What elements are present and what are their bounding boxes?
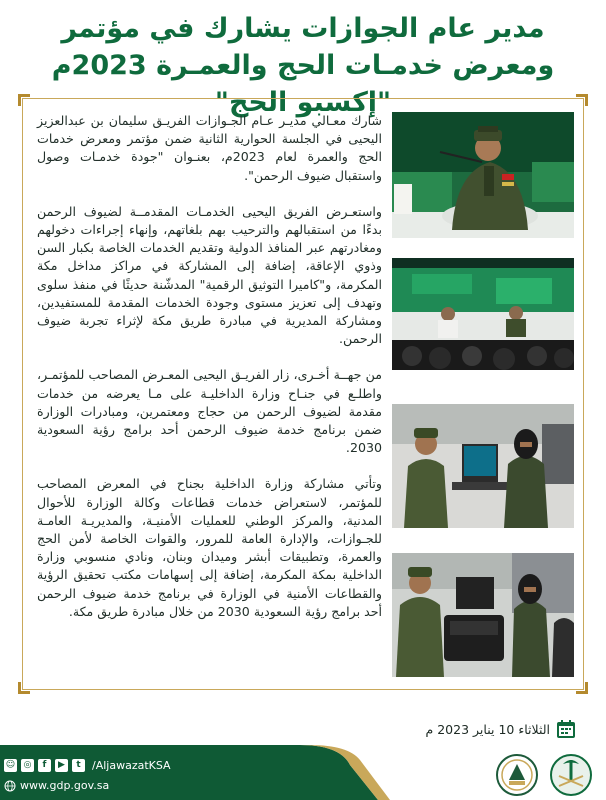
social-handle[interactable]: /AljawazatKSA [92,758,171,772]
ministry-emblem-logo [546,752,596,798]
page-title: مدير عام الجوازات يشارك في مؤتمر ومعرض خدمـات الحج والعمـرة 2023م "إكسبو الحج" [51,13,555,118]
instagram-icon[interactable]: ◎ [21,759,34,772]
photo-exhibition-booth [392,404,574,528]
passports-logo [494,752,540,798]
globe-icon [4,780,16,792]
article-paragraph-1: شارك معـالي مديـر عـام الجـوازات الفريـق سليمان بن عبدالعزيز اليحيى في الجلسة الحوارية الثانية ضمن مؤتمر ومعرض خدمات الحج والعمرة لعام 2023م، بعنـوان "جودة خدمـات وصول واستقبال ضيوف الرحمن". [37,113,382,183]
post-date: الثلاثاء 10 يناير 2023 م [425,721,550,737]
youtube-icon[interactable]: ▶ [55,759,68,772]
facebook-icon[interactable]: f [38,759,51,772]
frame-corner-bottom-right [576,682,588,694]
photo-panel-session [392,258,574,370]
frame-corner-bottom-left [18,682,30,694]
social-links [4,757,171,773]
article-paragraph-2: واستعـرض الفريق اليحيى الخدمـات المقدمــة لضيوف الرحمن بدءًا من استقبالهم والترحيب بهم بلغاتهم، وإنهاء إجراءات دخولهم ومغادرتهم عبر المنافذ الدولية وتقديم الخدمات الخاصة بكبار السن وذوي الإعاقة، إضافة إلى المشاركة في مراكز مداخل مكة المكرمة، و"كاميرا التوثيق الرقمية" المدشّنة حديثًا في منفذ سلوى وتهدف إلى تعزيز مستوى وجودة الخدمات المقدمة للمستفيدين، ومشاركة المديرية في مبادرة طريق مكة لإثراء تجربة ضيوف الرحمن. [37,203,382,347]
website-link[interactable] [4,779,109,792]
twitter-icon[interactable]: t [72,759,85,772]
photo-director-speaking [392,112,574,238]
snapchat-icon[interactable]: ☺ [5,759,16,770]
date-row [380,718,576,740]
article-body [37,112,382,639]
photo-equipment-demo [392,553,574,677]
frame-corner-top-right [576,94,588,106]
article-paragraph-3: من جهــة أخـرى، زار الفريـق اليحيى المعـرض المصاحب للمؤتمـر، واطلـع في جنـاح وزارة الداخليـة على مـا يعرضه من خدمات مقدمة لضيوف الرحمن من حجاج ومعتمرين، ومبادرات الوزارة ضمن برنامج خدمة ضيوف الرحمن أحد برامج رؤية السعودية 2030. [37,367,382,456]
calendar-icon [556,719,576,739]
frame-corner-top-left [18,94,30,106]
article-paragraph-4: وتأتي مشاركة وزارة الداخلية بجناح في المعرض المصاحب للمؤتمر، لاستعراض خدمات قطاعات وكالة الوزارة للأحوال المدنية، والمركز الوطني للعمليات الأمنيـة، والمديريـة العامـة للجـوازات، والإدارة العامة للمرور، والقوات الخاصة لأمن الحج والعمرة، وتطبيقات أبشر وميدان وبنان، ونادي منسوبي وزارة الداخلية بمكة المكرمة، إضافة إلى إسهامات مكتب تحقيق الرؤية والقطاعات الأمنية في الوزارة في برنامج خدمة ضيوف الرحمن أحد برامج رؤية السعودية 2030 من خلال مبادرة طريق مكة. [37,476,382,619]
website-url[interactable]: www.gdp.gov.sa [20,779,110,792]
